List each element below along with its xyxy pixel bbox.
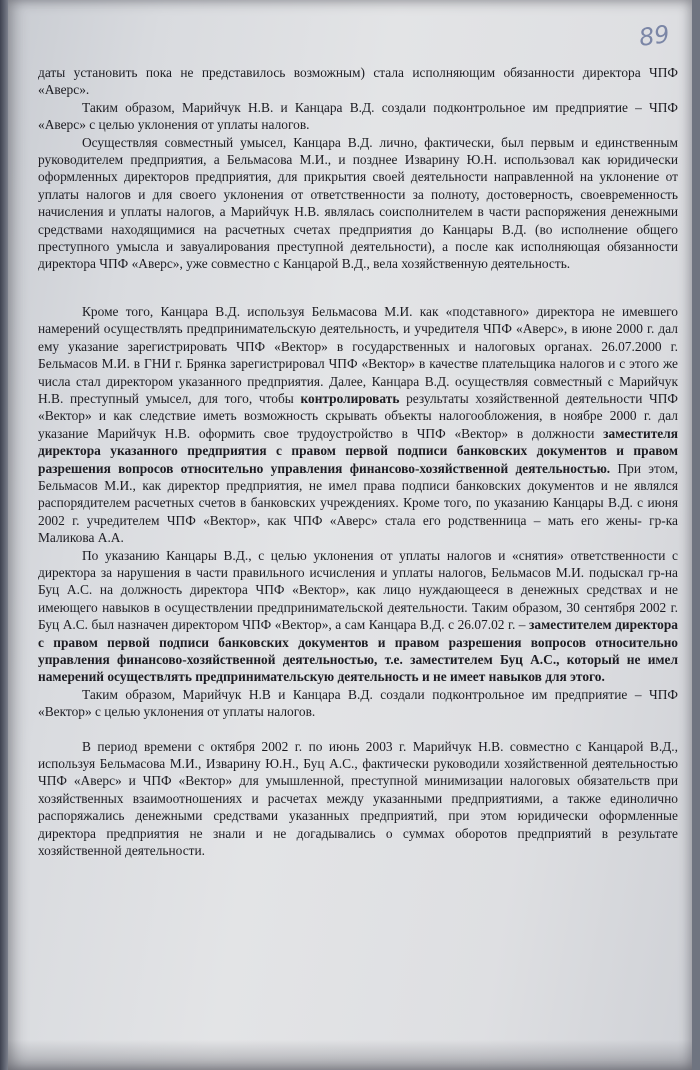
paragraph-1 bbox=[38, 64, 678, 99]
paragraph-5 bbox=[38, 547, 678, 686]
paragraph-text: Таким образом, Марийчук Н.В. и Канцара В.Д. создали подконтрольное им предприятие – ЧПФ «Аверс» с целью уклонения от уплаты налогов. bbox=[38, 99, 678, 133]
document-page bbox=[8, 0, 692, 1070]
document-body bbox=[38, 64, 678, 859]
paragraph-6 bbox=[38, 686, 678, 721]
paragraph-2 bbox=[38, 99, 678, 134]
paragraph-4 bbox=[38, 303, 678, 547]
page-bottom-shadow bbox=[8, 1040, 692, 1070]
paragraph-3 bbox=[38, 134, 678, 273]
paragraph-text: Осуществляя совместный умысел, Канцара В.Д. лично, фактически, был первым и единственным руководителем предприятия, а Бельмасова М.И., и позднее Изварину Ю.Н. использовал как юридически оформленных директоров предприятия, для прикрытия своей деятельности направленной на уклонение от уплаты налогов и для своего уклонения от ответственности за полноту, достоверность, своевременность начисления и уплаты налогов, а Марийчук Н.В. являлась соисполнителем в части распоряжения денежными средствами находящимися на расчетных счетах предприятия до Канцары В.Д. (во исполнение общего преступного умысла и завуалирования преступной деятельности), а после как исполняющая обязанности директора ЧПФ «Аверс», уже совместно с Канцарой В.Д., вела хозяйственную деятельность. bbox=[38, 134, 678, 272]
paragraph-text: даты установить пока не представилось возможным) стала исполняющим обязанности директора ЧПФ «Аверс». bbox=[38, 65, 678, 98]
paragraph-text: По указанию Канцары В.Д., с целью уклонения от уплаты налогов и «снятия» ответственности с директора за нарушения в части правильного исчисления и уплаты налогов, Бельмасов М.И. подыскал гр-на Буц А.С. на должность директора ЧПФ «Вектор», как лицо нуждающееся в денежных средствах и не имеющего навыков в осуществлении предпринимательской деятельности. Таким образом, 30 сентября 2002 г. Буц А.С. был назначен директором ЧПФ «Вектор», а сам Канцара В.Д. с 26.07.02 г. – bbox=[38, 547, 678, 633]
paragraph-bold-text: заместителем директора с правом первой подписи банковских документов и правом разрешения вопросов относительно управления финансово-хозяйственной деятельностью, т.е. заместителем Буц А.С., который не имел намерений осуществлять предпринимательскую деятельность и не имеет навыков для этого. bbox=[38, 617, 678, 685]
paragraph-bold-text: контролировать bbox=[300, 390, 400, 406]
paragraph-bold-text: заместителя директора указанного предприятия с правом первой подписи банковских документов и правом разрешения вопросов относительно управления финансово-хозяйственной деятельностью. bbox=[38, 425, 678, 476]
paragraph-text: В период времени с октября 2002 г. по июнь 2003 г. Марийчук Н.В. совместно с Канцарой В.Д., используя Бельмасова М.И., Изварину Ю.Н., Буц А.С., фактически руководили хозяйственной деятельностью ЧПФ «Аверс» и ЧПФ «Вектор» для умышленной, преступной минимизации налоговых обязательств при хозяйственных взаимоотношениях и расчетах между указанными предприятиями, а также единолично распоряжались денежными средствами указанных предприятий, при этом юридически оформленные директора предприятия не знали и не догадывались о суммах оборотов предприятий в результате хозяйственной деятельности. bbox=[38, 738, 678, 859]
handwritten-page-number: 89 bbox=[637, 20, 672, 52]
paragraph-7 bbox=[38, 738, 678, 860]
paragraph-text: При этом, Бельмасов М.И., как директор предприятия, не имел права подписи банковских документов и не являлся распорядителем расчетных счетов в банковских учреждениях. Кроме того, по указанию Канцары В.Д. с июня 2002 г. учредителем ЧПФ «Вектор», как ЧПФ «Аверс» стала его родственница – мать его жены- гр-ка Маликова А.А. bbox=[38, 460, 678, 546]
paragraph-text: Кроме того, Канцара В.Д. используя Бельмасова М.И. как «подставного» директора не имевшего намерений осуществлять предпринимательскую деятельность, и учредителя ЧПФ «Аверс», в июне 2000 г. дал ему указание зарегистрировать ЧПФ «Вектор» в государственных и налоговых органах. 26.07.2000 г. Бельмасов М.И. в ГНИ г. Брянка зарегистрировал ЧПФ «Вектор» в качестве плательщика налогов и с этого же числа стал директором указанного предприятия. Далее, Канцара В.Д. осуществляя совместный с Марийчук Н.В. преступный умысел, для того, чтобы bbox=[38, 303, 678, 406]
paragraph-text: результаты хозяйственной деятельности ЧПФ «Вектор» и как следствие иметь возможность скрывать объекты налогообложения, в ноябре 2000 г. дал указание Марийчук Н.В. оформить свое трудоустройство в ЧПФ «Вектор» в должности bbox=[38, 390, 679, 441]
paragraph-text: Таким образом, Марийчук Н.В и Канцара В.Д. создали подконтрольное им предприятие – ЧПФ «Вектор» с целью уклонения от уплаты налогов. bbox=[38, 686, 678, 720]
